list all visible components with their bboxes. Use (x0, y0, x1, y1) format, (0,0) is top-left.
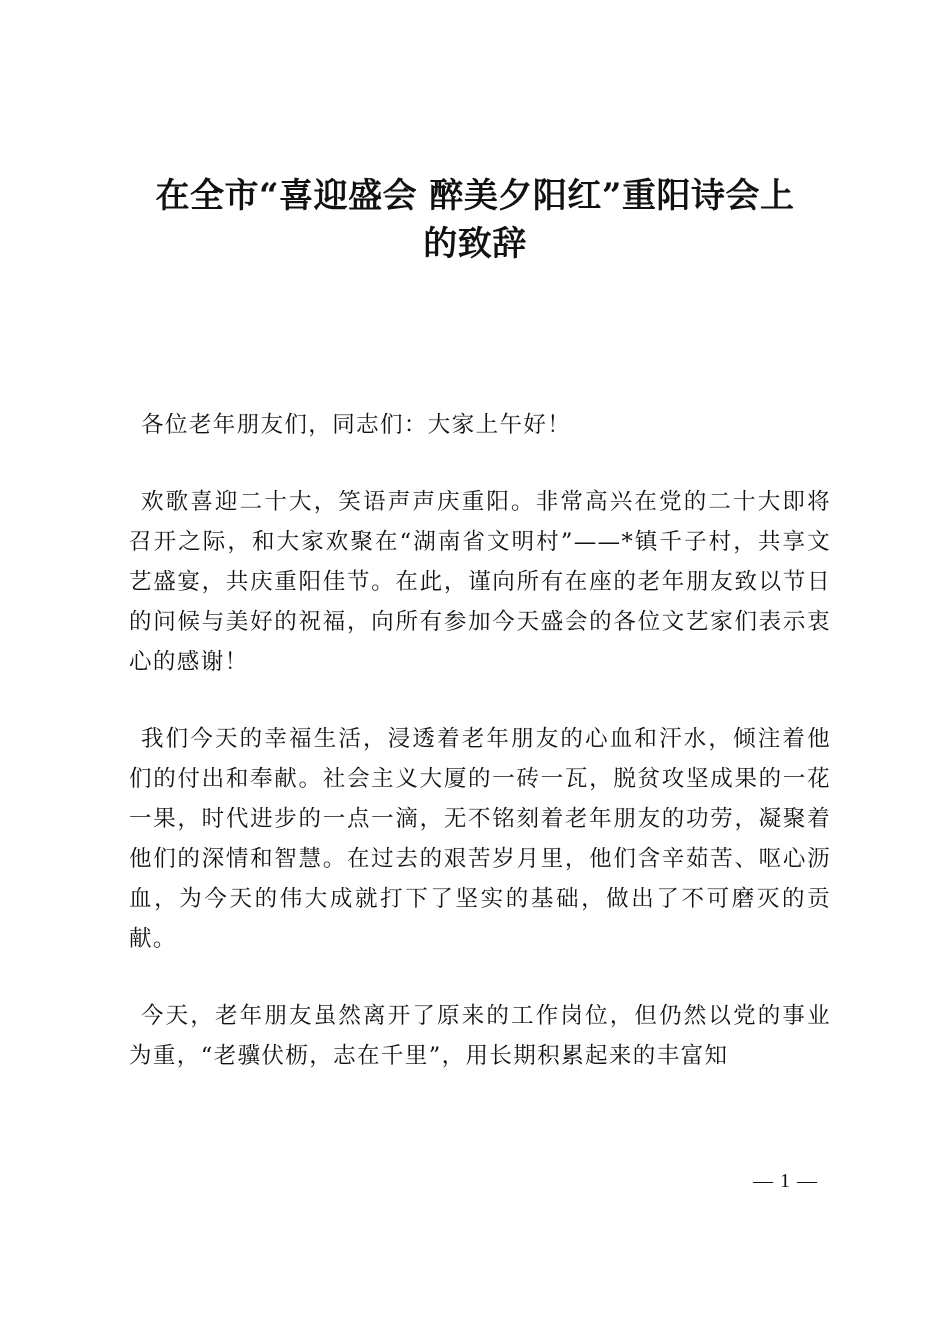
greeting-paragraph: 各位老年朋友们，同志们：大家上午好！ (141, 412, 572, 438)
title-line-2: 的致辞 (423, 224, 527, 264)
document-title (110, 172, 840, 268)
body-paragraph: 今天，老年朋友虽然离开了原来的工作岗位，但仍然以党的事业为重，“老骥伏枥，志在千里”，用长期积累起来的丰富知 (129, 1003, 831, 1069)
body-paragraph: 欢歌喜迎二十大，笑语声声庆重阳。非常高兴在党的二十大即将召开之际，和大家欢聚在“湖南省文明村”——*镇千子村，共享文艺盛宴，共庆重阳佳节。在此，谨向所有在座的老年朋友致以节日的问候与美好的祝福，向所有参加今天盛会的各位文艺家们表示衷心的感谢！ (129, 489, 831, 675)
page-number: — 1 — (753, 1170, 818, 1192)
title-line-1: 在全市“喜迎盛会 醉美夕阳红”重阳诗会上 (155, 176, 795, 216)
body-paragraph: 我们今天的幸福生活，浸透着老年朋友的心血和汗水，倾注着他们的付出和奉献。社会主义大厦的一砖一瓦，脱贫攻坚成果的一花一果，时代进步的一点一滴，无不铭刻着老年朋友的功劳，凝聚着他们的深情和智慧。在过去的艰苦岁月里，他们含辛茹苦、呕心沥血，为今天的伟大成就打下了坚实的基础，做出了不可磨灭的贡献。 (129, 726, 831, 952)
document-body (129, 405, 831, 1113)
